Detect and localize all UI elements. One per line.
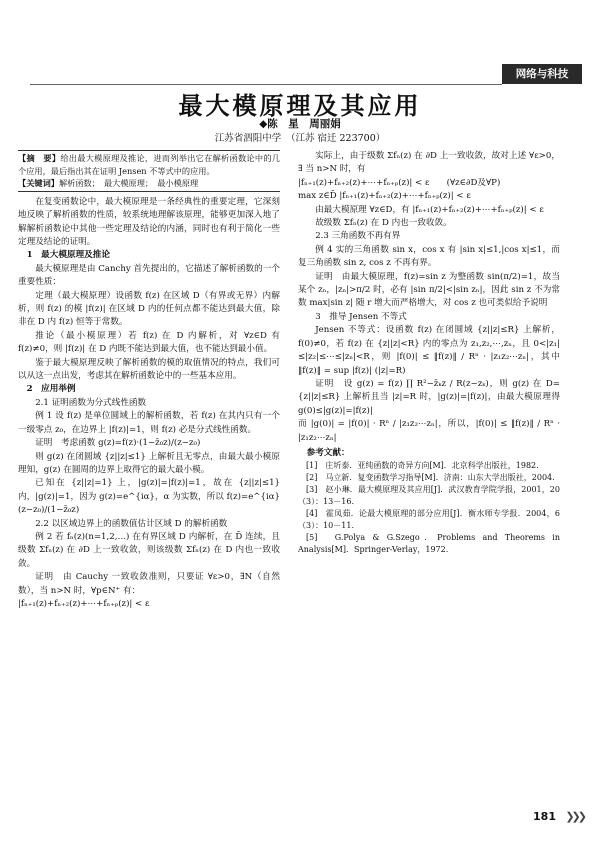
paragraph: 2.1 证明函数为分式线性函数 bbox=[35, 397, 147, 408]
paragraph: 最大模原理是由 Canchy 首先提出的，它描述了解析函数的一个重要性质： bbox=[18, 263, 280, 288]
keywords-text: 解析函数； 最大模原理； 最小模原理 bbox=[58, 178, 199, 189]
page-number: 181 bbox=[533, 810, 556, 823]
paragraph: 证明 考虑函数 g(z)=f(z)·(1−z̄₀z)/(z−z₀) bbox=[35, 438, 201, 449]
abstract-label: 【摘 要】 bbox=[18, 153, 61, 163]
paragraph: 而 |g(0)| = |f(0)| · Rⁿ / |z₁z₂⋯zₙ|，所以，|f(0)| ≤ ‖f(z)‖ / Rⁿ · |z₁z₂⋯zₙ| bbox=[298, 419, 560, 443]
references-list bbox=[298, 460, 560, 556]
paragraph: |fₙ₊₁(z)+fₙ₊₂(z)+⋯+fₙ₊ₚ(z)| < ε bbox=[18, 598, 150, 609]
section-tag: 网络与科技 bbox=[502, 64, 582, 84]
header-rule bbox=[30, 84, 502, 85]
left-body bbox=[18, 196, 280, 612]
paragraph: 例 2 若 fₙ(z)(n=1,2,…) 在有界区域 D 内解析，在 D̄ 连续，且级数 Σfₙ(z) 在 ∂D 上一致收敛，则该级数 Σfₙ(z) 在 D 内也一致收敛。 bbox=[18, 531, 280, 569]
paragraph: 3 推导 Jensen 不等式 bbox=[315, 311, 407, 322]
paragraph: 鉴于最大模原理反映了解析函数的模的取值情况的特点，我们可以从这一点出发，考虑其在解析函数论中的一些基本应用。 bbox=[18, 357, 280, 382]
paragraph: |fₙ₊₁(z)+fₙ₊₂(z)+⋯+fₙ₊ₚ(z)| < ε (∀z∈∂D及∀P) bbox=[298, 177, 501, 188]
paragraph: 由最大模原理 ∀z∈D，有 |fₙ₊₁(z)+fₙ₊₂(z)+⋯+fₙ₊ₚ(z)| < ε bbox=[315, 204, 544, 215]
paragraph: 证明 由最大模原理，f(z)=sin z 为整函数 sin(π/2)=1，故当某个 zₙ，|zₙ|>π/2 时，必有 |sin π/2|<|sin zₙ|，因此 sin z 不为常数 max|sin z| 随 r 增大而严格增大，对 cos z 也可类似给予说明 bbox=[298, 271, 560, 309]
article-title: 最大模原理及其应用 bbox=[178, 92, 422, 120]
paragraph: 已知在 {z||z|=1} 上，|g(z)|=|f(z)|=1，故在 {z||z|≤1} 内，|g(z)|=1，因为 g(z)=e^{iα}，α 为实数，所以 f(z)=e^{iα}(z−z₀)/(1−z̄₀z) bbox=[18, 478, 280, 516]
reference-item: [3] 赵小琳．最大模原理及其应用[J]．武汉教育学院学报，2001，20（3）：13－16. bbox=[298, 485, 560, 507]
reference-item: [1] 庄圻泰．亚纯函数的奇异方向[M]．北京科学出版社，1982. bbox=[306, 461, 539, 471]
chevron-right-icon: ❯❯❯ bbox=[565, 810, 584, 823]
paragraph: 证明 由 Cauchy 一致收敛准则，只要证 ∀ε>0，∃N（自然数），当 n>N 时，∀p∈N⁺ 有： bbox=[18, 572, 280, 596]
paragraph: 2.3 三角函数不再有界 bbox=[315, 231, 401, 242]
paragraph: 例 4 实的三角函数 sin x，cos x 有 |sin x|≤1,|cos x|≤1，而复三角函数 sin z, cos z 不再有界。 bbox=[298, 244, 560, 269]
references-heading: 参考文献： bbox=[306, 447, 350, 458]
reference-item: [4] 霍凤茹．论最大模原理的部分应用[J]．衡水师专学报．2004，6（3）：10－11. bbox=[298, 509, 560, 531]
article-authors: ◆陈 星 周丽娟 bbox=[259, 118, 341, 130]
article-affiliation: 江苏省泗阳中学 （江苏 宿迁 223700） bbox=[214, 133, 386, 144]
paragraph: 故级数 Σfₙ(z) 在 D 内也一致收敛。 bbox=[315, 218, 452, 229]
right-column bbox=[298, 150, 560, 556]
paragraph: 定理（最大模原理）设函数 f(z) 在区域 D（有界或无界）内解析，则 f(z) 的模 |f(z)| 在区域 D 内的任何点都不能达到最大值，除非在 D 内 f(z) 恒等于常数。 bbox=[18, 290, 280, 328]
section-heading: 1 最大模原理及推论 bbox=[26, 250, 110, 261]
abstract-text: 给出最大模原理及推论，进而列举出它在解析函数论中的几个应用，最后指出其在证明 Jensen 不等式中的应用。 bbox=[18, 153, 280, 176]
paragraph: 2.2 以区域边界上的函数值估计区域 D 的解析函数 bbox=[35, 518, 228, 529]
paragraph: Jensen 不等式：设函数 f(z) 在闭圆域 {z||z|≤R} 上解析，f(0)≠0，若 f(z) 在 {z||z|<R} 内的零点为 z₁,z₂,⋯,zₙ，且 0<|z₁|≤|z₂|≤⋯≤|zₙ|<R，则 |f(0)| ≤ ‖f(z)‖ / Rⁿ · |z₁z₂⋯zₙ|，其中 ‖f(z)‖ = sup |f(z)| (|z|=R) bbox=[298, 325, 560, 376]
section-heading: 2 应用举例 bbox=[26, 384, 76, 395]
paragraph: 例 1 设 f(z) 是单位圆域上的解析函数，若 f(z) 在其内只有一个一级零点 z₀，在边界上 |f(z)|=1，则 f(z) 必是分式线性函数。 bbox=[18, 411, 280, 435]
reference-item: [5] G.Polya & G.Szego．Problems and Theorems in Analysis[M]．Springer-Verlay，1972. bbox=[298, 533, 560, 555]
paragraph: 证明 设 g(z) = f(z) ∏ R²−z̄ₖz / R(z−zₖ)，则 g(z) 在 D={z||z|≤R} 上解析且当 |z|=R 时，|g(z)|=|f(z)|，由最大模原理得 g(0)≤|g(z)|=|f(z)| bbox=[298, 378, 560, 416]
paragraph: max z∈D̄ |fₙ₊₁(z)+fₙ₊₂(z)+⋯+fₙ₊ₚ(z)| < ε bbox=[298, 191, 471, 202]
keywords-label: 【关键词】 bbox=[18, 178, 59, 189]
left-column bbox=[18, 150, 280, 611]
paragraph: 推论（最小模原理）若 f(z) 在 D 内解析，对 ∀z∈D 有 f(z)≠0，则 |f(z)| 在 D 内既不能达到最大值，也不能达到最小值。 bbox=[18, 330, 280, 355]
paragraph: 在复变函数论中，最大模原理是一条经典性的重要定理，它深刻地反映了解析函数的性质，较系统地理解该原理，能够更加深入地了解解析函数论中其他一些定理及结论的内涵，同时也有利于简化一些定理及结论的证明。 bbox=[18, 196, 280, 247]
paragraph: 实际上，由于级数 Σfₙ(z) 在 ∂D 上一致收敛，故对上述 ∀ε>0，∃ 当 n>N 时，有 bbox=[298, 151, 560, 175]
reference-item: [2] 马立新．复变函数学习指导[M]．济南：山东大学出版社，2004. bbox=[306, 473, 555, 483]
right-body bbox=[298, 150, 560, 445]
paragraph: 则 g(z) 在闭圆域 {z||z|≤1} 上解析且无零点，由最大最小模原理知，g(z) 在圆周的边界上取得它的最大最小模。 bbox=[18, 451, 280, 475]
abstract-box bbox=[18, 150, 280, 192]
